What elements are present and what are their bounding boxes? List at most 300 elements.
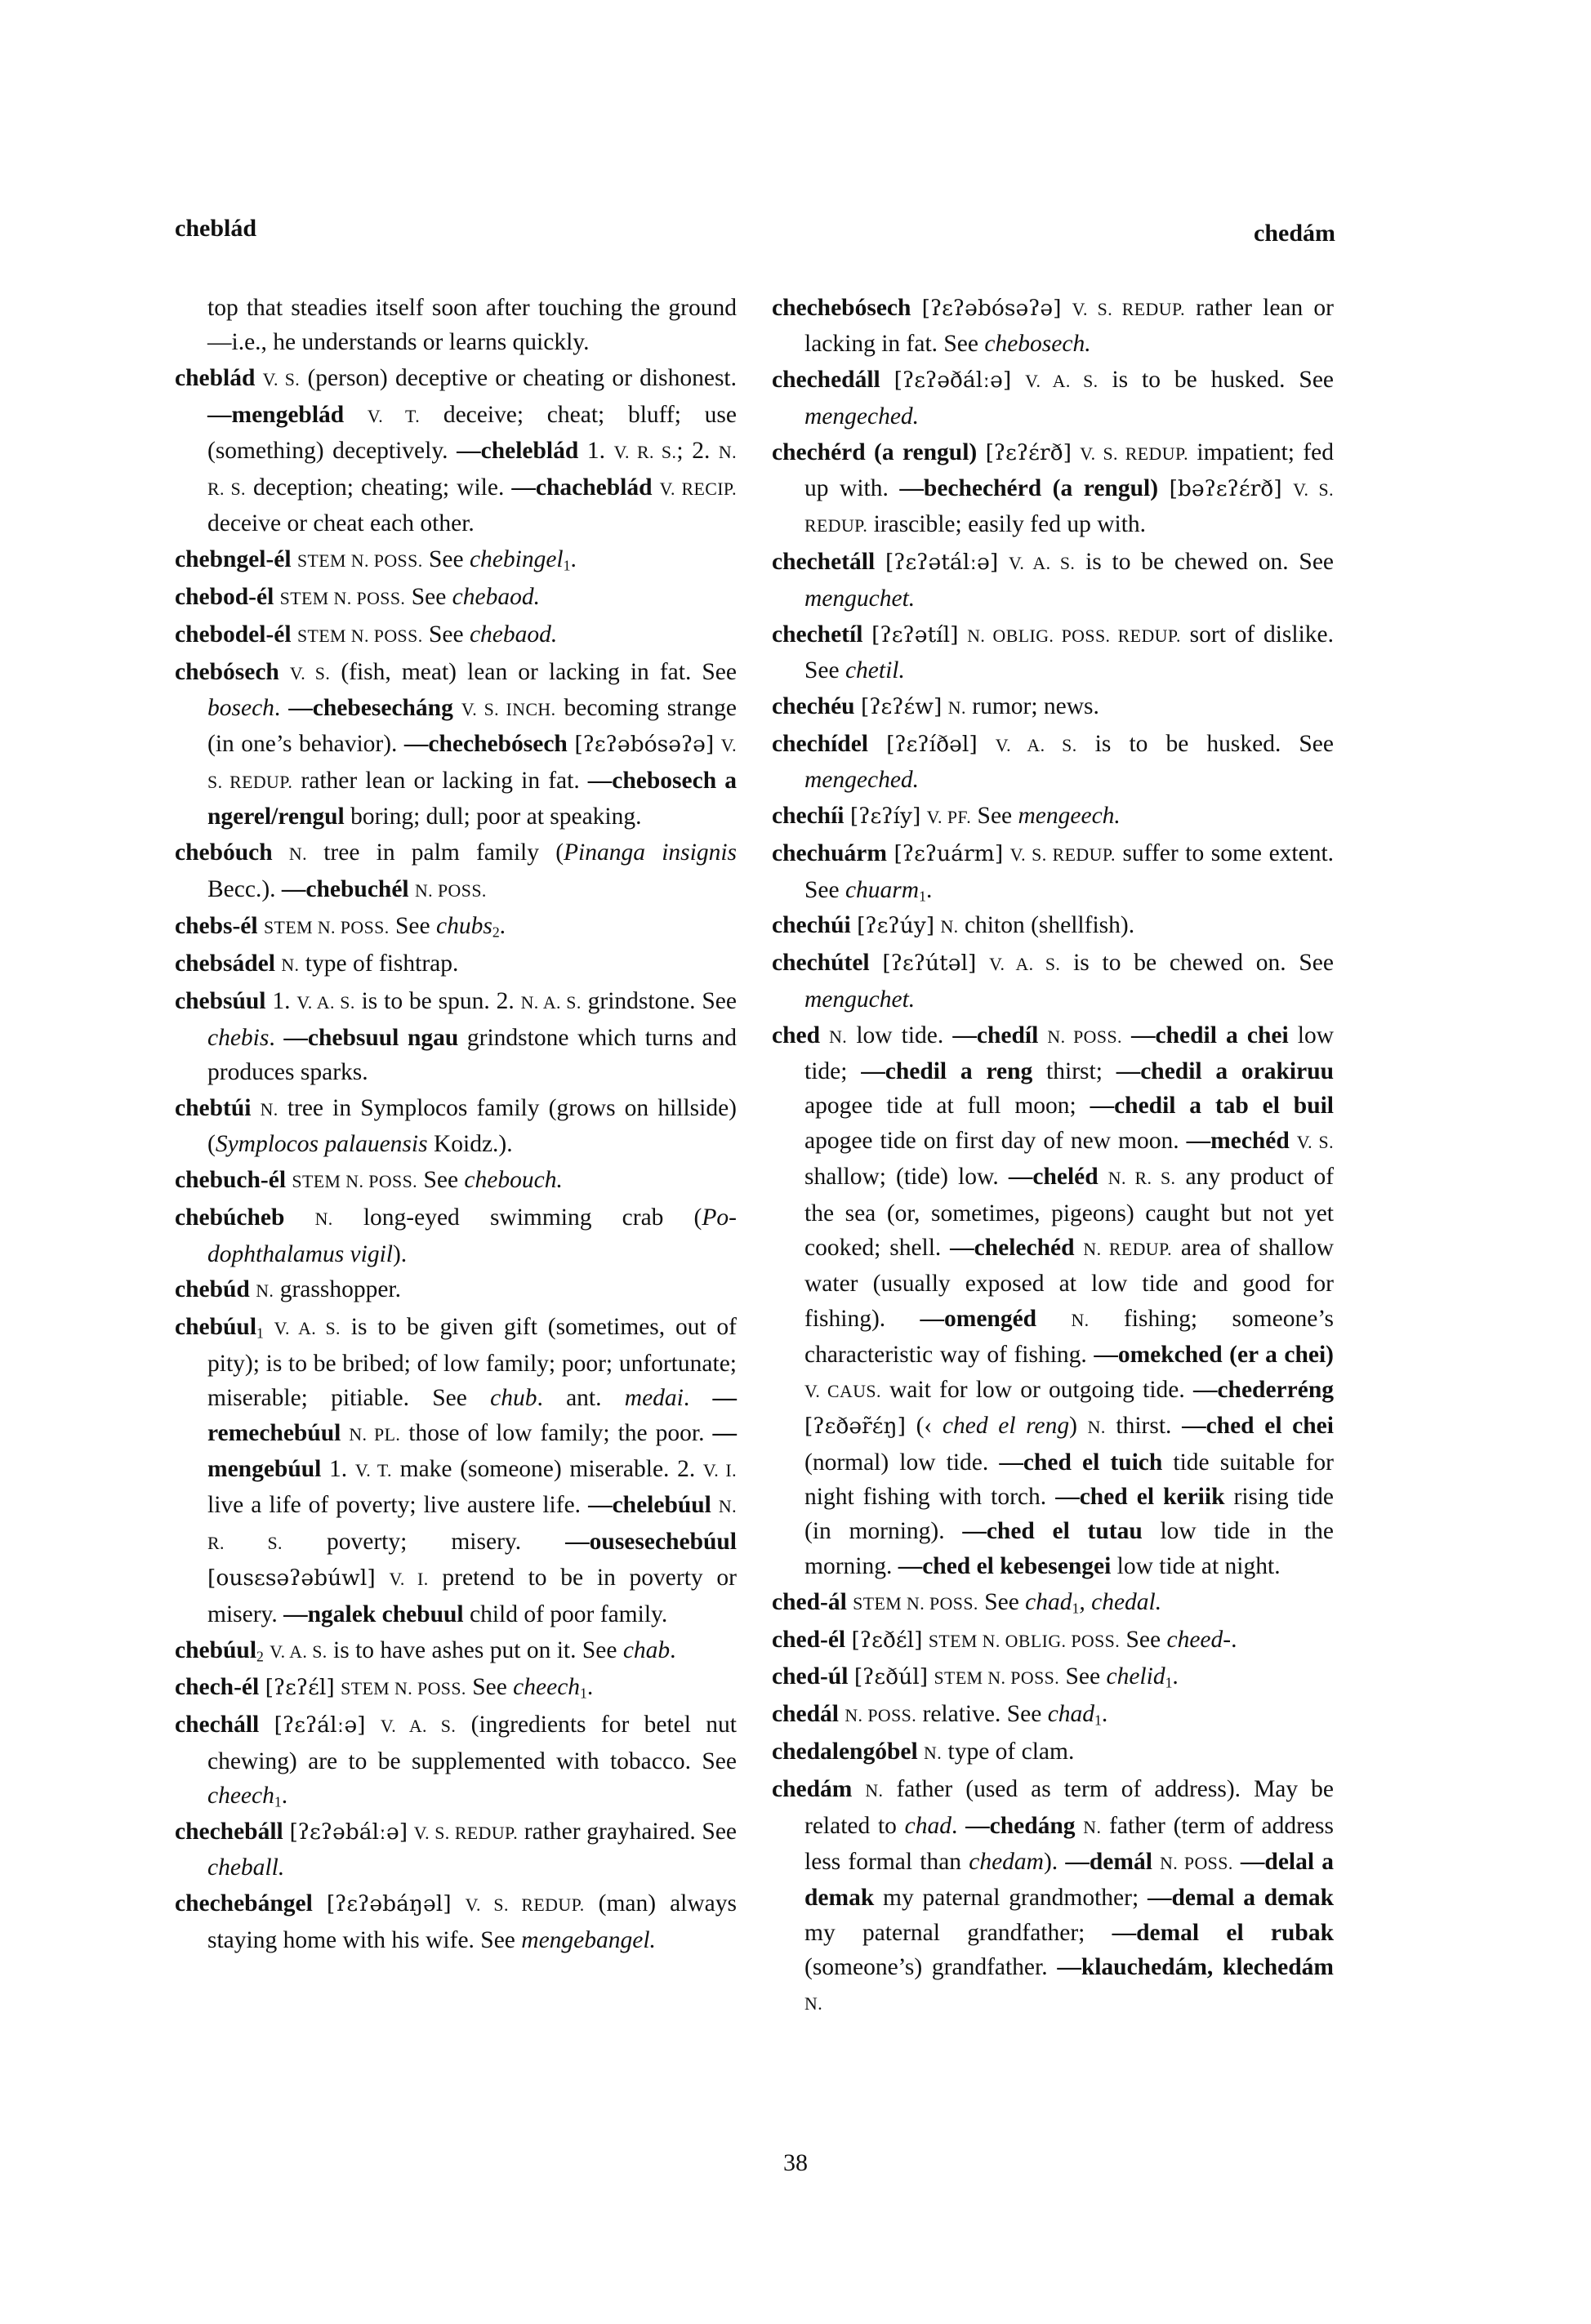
headword: —ched el kebesengei: [898, 1552, 1112, 1579]
definition-text: poverty; misery.: [282, 1528, 566, 1555]
definition-text: [880, 367, 894, 393]
pronunciation: [ʔɛʔúy]: [857, 913, 935, 939]
definition-text: irascible; easily fed up with.: [867, 511, 1147, 538]
headword: —chedil a orakiruu: [1116, 1058, 1335, 1085]
definition-text: [820, 1022, 829, 1048]
definition-text: [1233, 1849, 1241, 1875]
cross-reference: chedam: [969, 1848, 1044, 1875]
dictionary-entry: [175, 1633, 737, 1669]
headword: cheblád: [175, 365, 256, 392]
definition-text: tide suitable for night fishing with torch.: [804, 1449, 1334, 1510]
cross-reference: menguchet.: [804, 585, 916, 612]
definition-text: suffer to some extent. See: [804, 840, 1335, 903]
cross-reference: chebaod.: [469, 621, 558, 648]
grammar-label: V. A. S.: [270, 1641, 328, 1662]
dictionary-entry: [772, 1659, 1334, 1695]
definition-text: [273, 839, 289, 866]
headword: ched-ál: [772, 1588, 847, 1615]
definition-text: [1099, 1164, 1108, 1190]
grammar-label: N.: [804, 1993, 823, 2014]
definition-text: [920, 803, 926, 829]
grammar-label: V. S. INCH.: [461, 699, 556, 719]
grammar-label: V. A. S.: [989, 955, 1061, 975]
grammar-label: V. S. REDUP.: [1009, 845, 1116, 866]
headword: —chedil a tab el buil: [1090, 1093, 1334, 1120]
definition-text: [653, 474, 660, 501]
definition-text: is to be chewed on. See: [1075, 549, 1335, 576]
definition-text: [259, 1712, 274, 1738]
headword: —cheléd: [1008, 1164, 1099, 1191]
definition-text: [1003, 840, 1010, 866]
definition-text: See: [1059, 1663, 1107, 1690]
definition-text: [258, 913, 264, 939]
definition-text: [1076, 1813, 1084, 1839]
definition-text: ; 2.: [676, 438, 719, 465]
pronunciation: [ʔɛʔətálːə]: [885, 550, 999, 576]
definition-text: [922, 1627, 928, 1653]
right-column: [772, 291, 1334, 2023]
definition-text: [408, 1819, 414, 1845]
headword: —chedil a reng: [861, 1058, 1033, 1085]
homonym-number: 2: [256, 1647, 264, 1664]
definition-text: rumor; news.: [965, 692, 1099, 719]
definition-text: any product of the sea (or, sometimes, pigeons) caught but not yet cooked; shell.: [804, 1164, 1335, 1262]
dictionary-entry: [772, 799, 1334, 835]
headword: —ched el chei: [1182, 1413, 1334, 1440]
grammar-label: STEM N. POSS.: [341, 1679, 466, 1699]
headword: ched-úl: [772, 1663, 849, 1690]
dictionary-entry: [772, 1772, 1334, 2021]
headword: chebngel-él: [175, 545, 292, 572]
grammar-label: STEM N. POSS.: [296, 626, 423, 646]
definition-text: pretend to be in poverty or misery.: [207, 1565, 737, 1627]
pronunciation: [ʔɛʔətíl]: [871, 621, 959, 648]
definition-text: (someone’s) grandfather.: [804, 1954, 1058, 1981]
pronunciation: [ʔɛʔútəl]: [882, 951, 977, 977]
headword: —bechechérd (a rengul): [899, 475, 1159, 502]
grammar-label: V. A. S.: [1009, 554, 1076, 574]
headword: —delal a demak: [804, 1848, 1334, 1912]
grammar-label: STEM N. POSS.: [279, 588, 406, 608]
headword: —chedíl: [952, 1022, 1039, 1048]
dictionary-entry: [175, 835, 737, 908]
headword: checháll: [175, 1712, 260, 1739]
running-head-right: chedám: [1254, 220, 1335, 247]
cross-reference: cheech: [513, 1674, 581, 1701]
definition-text: my paternal grandfather;: [804, 1919, 1112, 1946]
page-number: 38: [783, 2149, 808, 2176]
dictionary-entry: [175, 1272, 737, 1308]
headword: chedál: [772, 1701, 839, 1728]
grammar-label: V. A. S.: [995, 735, 1077, 755]
definition-text: .: [281, 1783, 288, 1810]
headword: chebtúi: [175, 1094, 252, 1121]
definition-text: [875, 549, 885, 575]
definition-text: .: [570, 545, 577, 572]
headword: chechebósech: [772, 295, 911, 321]
cross-reference: chab: [622, 1636, 671, 1663]
headword: chebuch-él: [175, 1167, 287, 1194]
definition-text: (normal) low tide.: [804, 1449, 1000, 1476]
dictionary-entry: [772, 946, 1334, 1017]
cross-reference: Symplocos palauensis: [215, 1131, 428, 1158]
dictionary-entry: [175, 580, 737, 616]
definition-text: type of clam.: [942, 1739, 1075, 1765]
definition-text: [1290, 1128, 1297, 1154]
definition-text: [1038, 1022, 1047, 1048]
definition-text: See: [1120, 1626, 1167, 1653]
grammar-label: N.: [288, 844, 307, 865]
definition-text: . ant.: [537, 1385, 625, 1412]
grammar-label: N.: [865, 1781, 884, 1801]
definition-text: [259, 1674, 265, 1700]
headword: chebodel-él: [175, 621, 292, 648]
grammar-label: N. A. S.: [520, 993, 582, 1013]
definition-text: those of low family; the poor.: [400, 1419, 713, 1446]
definition-text: [711, 1492, 719, 1518]
definition-text: .: [951, 1812, 966, 1839]
grammar-label: V. T.: [367, 406, 421, 426]
headword: chebúul: [175, 1636, 257, 1663]
definition-text: .: [683, 1385, 713, 1412]
definition-text: [1036, 1306, 1071, 1332]
headword: chechúi: [772, 912, 851, 939]
grammar-label: V. S.: [289, 663, 331, 683]
grammar-label: V. S.: [1296, 1132, 1335, 1152]
grammar-label: N. POSS.: [414, 880, 487, 901]
grammar-label: V. S. REDUP.: [1080, 443, 1189, 464]
definition-text: is to have ashes put on it. See: [327, 1636, 623, 1663]
grammar-label: V. S. REDUP.: [465, 1895, 585, 1916]
pronunciation: [ʔɛʔíy]: [849, 804, 921, 830]
dictionary-entry: [175, 361, 737, 541]
definition-text: low tide.: [847, 1022, 953, 1048]
definition-text: [998, 549, 1009, 575]
dictionary-entry: [175, 1091, 737, 1162]
grammar-label: V. RECIP.: [659, 479, 737, 499]
headword: —chedil a chei: [1131, 1022, 1289, 1048]
cross-reference: chebouch.: [464, 1167, 563, 1194]
dictionary-entry: [175, 1310, 737, 1632]
cross-reference: chad: [904, 1812, 951, 1839]
definition-text: (fish, meat) lean or lacking in fat. See: [330, 658, 737, 685]
definition-text: [264, 1314, 274, 1340]
headword: chebúd: [175, 1276, 250, 1303]
cross-reference: ,: [1079, 1588, 1092, 1615]
homonym-number: 1: [1165, 1674, 1173, 1691]
definition-text: [452, 1890, 466, 1917]
headword: chech-él: [175, 1674, 260, 1701]
grammar-label: V. S. REDUP.: [207, 736, 738, 792]
definition-text: .: [499, 913, 506, 940]
cross-reference: chub: [490, 1385, 537, 1412]
headword: chechetáll: [772, 549, 876, 576]
grammar-label: V. A. S.: [296, 993, 355, 1013]
cross-reference: chebaod.: [452, 583, 540, 610]
definition-text: impatient; fed up with.: [804, 439, 1335, 502]
dictionary-entry: [175, 1200, 737, 1271]
definition-text: child of poor family.: [463, 1601, 668, 1627]
headword: chechídel: [772, 730, 868, 757]
definition-text: [366, 1712, 381, 1738]
headword: —mengebúul: [207, 1419, 737, 1482]
pronunciation: [ʔɛðúl]: [853, 1664, 929, 1690]
headword: —omengéd: [920, 1305, 1037, 1332]
definition-text: See: [422, 545, 470, 572]
headword: ched-él: [772, 1626, 846, 1653]
definition-text: .: [1172, 1663, 1179, 1690]
grammar-label: STEM N. POSS.: [263, 918, 390, 938]
definition-text: [1282, 475, 1294, 501]
definition-text: (‹: [905, 1413, 943, 1440]
definition-text: .: [1101, 1701, 1108, 1728]
grammar-label: N.: [256, 1281, 274, 1302]
headword: —omekched (er a chei): [1094, 1342, 1335, 1369]
definition-text: [344, 402, 368, 428]
definition-text: [279, 659, 290, 685]
headword: chebod-él: [175, 583, 274, 610]
headword: —ousesechebúul: [565, 1528, 737, 1555]
cross-reference: mengeech.: [1018, 803, 1121, 830]
pronunciation: [bəʔɛʔɛ́rð]: [1169, 476, 1282, 502]
definition-text: Koidz.).: [427, 1131, 513, 1158]
definition-text: type of fishtrap.: [299, 951, 459, 977]
definition-text: becoming strange (in one’s behavior).: [207, 694, 737, 758]
definition-text: [1072, 439, 1080, 465]
grammar-label: N. R. S.: [207, 1497, 737, 1553]
definition-text: is to be spun. 2.: [354, 988, 521, 1015]
cross-reference: medai: [624, 1385, 684, 1412]
cross-reference: mengeched.: [804, 767, 920, 794]
definition-text: thirst.: [1105, 1413, 1183, 1440]
dictionary-entry: [175, 1163, 737, 1199]
definition-text: deceive or cheat each other.: [207, 510, 475, 536]
definition-text: [845, 803, 850, 829]
headword: —chelebúul: [588, 1492, 711, 1519]
definition-text: [1158, 475, 1170, 501]
cross-reference: ched el reng: [942, 1413, 1070, 1440]
definition-text: live a life of poverty; live austere life.: [207, 1492, 589, 1519]
cross-reference: chedal.: [1091, 1588, 1162, 1615]
cross-reference: chebosech.: [984, 331, 1091, 358]
definition-text: [251, 1095, 260, 1121]
definition-text: top that steadies itself soon after touching the ground—i.e., he understands or learns quickly.: [207, 295, 737, 356]
pronunciation: [ʔɛʔəbósəʔə]: [921, 296, 1062, 321]
definition-text: See: [466, 1674, 514, 1701]
definition-text: shallow; (tide) low.: [804, 1164, 1009, 1191]
cross-reference: bosech: [207, 694, 274, 721]
definition-text: long-eyed swimming crab (: [332, 1204, 702, 1231]
definition-text: .: [925, 876, 933, 903]
cross-reference: chetil.: [845, 657, 905, 684]
pronunciation: [ousɛsəʔəbúwl]: [207, 1565, 376, 1592]
dictionary-entry: [175, 984, 737, 1089]
definition-text: grasshopper.: [274, 1276, 401, 1303]
definition-text: See: [971, 803, 1018, 830]
dictionary-entry: [175, 542, 737, 578]
definition-text: .: [269, 1024, 284, 1051]
dictionary-entry: [175, 1886, 737, 1957]
grammar-label: V. T.: [354, 1461, 392, 1480]
definition-text: 1.: [265, 988, 297, 1015]
grammar-label: N.: [281, 955, 300, 976]
headword: —demál: [1065, 1848, 1152, 1875]
definition-text: tree in palm family (: [307, 839, 564, 866]
cross-reference: chebingel: [469, 545, 564, 572]
definition-text: [958, 621, 967, 648]
definition-text: [868, 731, 886, 757]
grammar-label: N.: [1083, 1817, 1102, 1837]
headword: —mechéd: [1186, 1127, 1290, 1154]
dictionary-entry: [772, 1697, 1334, 1733]
definition-text: See: [389, 913, 436, 940]
grammar-label: N. R. S.: [1107, 1169, 1176, 1189]
pronunciation: [ʔɛʔəbálːə]: [289, 1819, 408, 1845]
definition-text: 1.: [321, 1456, 355, 1482]
definition-text: low tide in the morning.: [804, 1518, 1335, 1579]
headword: —mengeblád: [207, 401, 345, 428]
definition-text: is to be husked. See: [1076, 730, 1334, 757]
homonym-number: 1: [919, 887, 926, 904]
cross-reference: chelid: [1106, 1663, 1165, 1690]
headword: —ngalek chebuul: [283, 1601, 464, 1627]
definition-text: [274, 584, 279, 610]
grammar-label: N.: [1071, 1310, 1090, 1330]
headword: —chebuchél: [281, 875, 409, 902]
pronunciation: [ʔɛʔuárm]: [894, 841, 1004, 867]
definition-text: grindstone. See: [581, 988, 737, 1015]
headword: —klauchedám, klechedám: [1057, 1954, 1334, 1981]
grammar-label: N. OBLIG. POSS. REDUP.: [967, 626, 1181, 646]
definition-text: father (used as term of address). May be related to: [804, 1776, 1334, 1839]
definition-text: [341, 1420, 349, 1446]
definition-text: See: [978, 1588, 1026, 1615]
dictionary-entry: [175, 1670, 737, 1706]
dictionary-entry: [175, 291, 737, 360]
definition-text: is to be chewed on. See: [1060, 950, 1334, 977]
definition-text: apogee tide at full moon;: [804, 1093, 1090, 1120]
headword: chechuárm: [772, 840, 887, 867]
definition-text: [313, 1890, 327, 1917]
cross-reference: chebis: [207, 1024, 270, 1051]
definition-text: [284, 1204, 314, 1231]
definition-text: [862, 621, 871, 648]
headword: —cheleblád: [457, 438, 579, 465]
dictionary-entry: [772, 727, 1334, 798]
definition-text: [851, 912, 857, 938]
definition-text: [714, 731, 721, 757]
definition-text: See: [422, 621, 470, 648]
definition-text: [870, 950, 883, 976]
definition-text: [292, 621, 297, 648]
definition-text: [1011, 367, 1025, 393]
definition-text: [1062, 295, 1072, 321]
definition-text: deception; cheating; wile.: [245, 474, 512, 501]
grammar-label: STEM N. POSS.: [292, 1172, 418, 1192]
grammar-label: N.: [1087, 1418, 1106, 1438]
cross-reference: chad: [1025, 1588, 1072, 1615]
grammar-label: N.: [260, 1099, 279, 1120]
dictionary-entry: [772, 836, 1334, 907]
cross-reference: cheed: [1166, 1626, 1223, 1653]
homonym-number: 2: [492, 924, 500, 941]
definition-text: [911, 295, 921, 321]
cross-reference: Pinanga insignis: [564, 839, 738, 866]
definition-text: [976, 950, 989, 976]
definition-text: See: [405, 583, 452, 610]
headword: chechebáll: [175, 1819, 283, 1845]
grammar-label: V. I.: [702, 1461, 737, 1480]
grammar-label: STEM N. OBLIG. POSS.: [928, 1631, 1121, 1651]
grammar-label: N. POSS.: [1047, 1026, 1122, 1047]
definition-text: (man) always staying home with his wife. See: [207, 1890, 738, 1953]
definition-text: [376, 1565, 390, 1591]
headword: chebs-él: [175, 913, 258, 940]
definition-text: ).: [1043, 1848, 1066, 1875]
cross-reference: mengeched.: [804, 403, 920, 430]
grammar-label: N.: [947, 697, 966, 718]
definition-text: Becc.).: [207, 875, 282, 902]
running-head-left: cheblád: [175, 215, 257, 242]
headword: chechebángel: [175, 1890, 313, 1917]
grammar-label: N. PL.: [349, 1424, 401, 1445]
homonym-number: 1: [274, 1793, 282, 1810]
pronunciation: [ʔɛðɛ́l]: [851, 1627, 923, 1653]
grammar-label: N.: [924, 1743, 943, 1764]
headword: —chacheblád: [511, 474, 653, 501]
headword: —chebsuul ngau: [283, 1024, 459, 1051]
headword: chechíi: [772, 803, 845, 830]
pronunciation: [ʔɛʔəbáŋəl]: [326, 1891, 452, 1917]
headword: —chederréng: [1192, 1376, 1334, 1403]
dictionary-entry: [772, 689, 1334, 725]
grammar-label: V. A. S.: [380, 1716, 457, 1737]
grammar-label: V. PF.: [926, 808, 972, 828]
headword: chebósech: [175, 658, 279, 685]
headword: —chebesecháng: [288, 694, 453, 721]
pronunciation: [ʔɛʔəbósəʔə]: [574, 732, 715, 758]
definition-text: thirst;: [1032, 1058, 1116, 1085]
pronunciation: [ʔɛʔɛ́w]: [860, 693, 943, 719]
headword: —demal el rubak: [1112, 1919, 1334, 1946]
headword: —chedáng: [965, 1812, 1076, 1839]
definition-text: wait for low or outgoing tide.: [880, 1376, 1193, 1403]
cross-reference: Podophthalamus vigil: [207, 1204, 737, 1267]
definition-text: [855, 693, 861, 719]
definition-text: [292, 546, 297, 572]
grammar-label: V. A. S.: [274, 1319, 341, 1339]
definition-text: chiton (shellfish).: [958, 912, 1135, 939]
definition-text: .: [586, 1674, 594, 1701]
definition-text: [918, 1739, 924, 1765]
definition-text: low tide;: [804, 1022, 1335, 1085]
definition-text: (person) deceptive or cheating or dishonest.: [300, 365, 738, 392]
definition-text: ).: [392, 1240, 408, 1267]
definition-text: my paternal grandmother;: [874, 1885, 1148, 1912]
headword: —ched el keriik: [1055, 1483, 1225, 1510]
homonym-number: 1: [1072, 1600, 1080, 1617]
definition-text: [409, 876, 415, 902]
definition-text: rather lean or lacking in fat.: [292, 767, 588, 794]
headword: chedalengóbel: [772, 1739, 918, 1765]
dictionary-entry: [772, 291, 1334, 362]
definition-text: fishing; someone’s characteristic way of fishing.: [804, 1305, 1334, 1369]
cross-reference: cheball.: [207, 1854, 285, 1881]
definition-text: tree in Symplocos family (grows on hillside) (: [207, 1094, 737, 1158]
grammar-label: STEM N. POSS.: [853, 1593, 978, 1614]
dictionary-entry: [772, 1623, 1334, 1658]
definition-text: [453, 695, 461, 721]
